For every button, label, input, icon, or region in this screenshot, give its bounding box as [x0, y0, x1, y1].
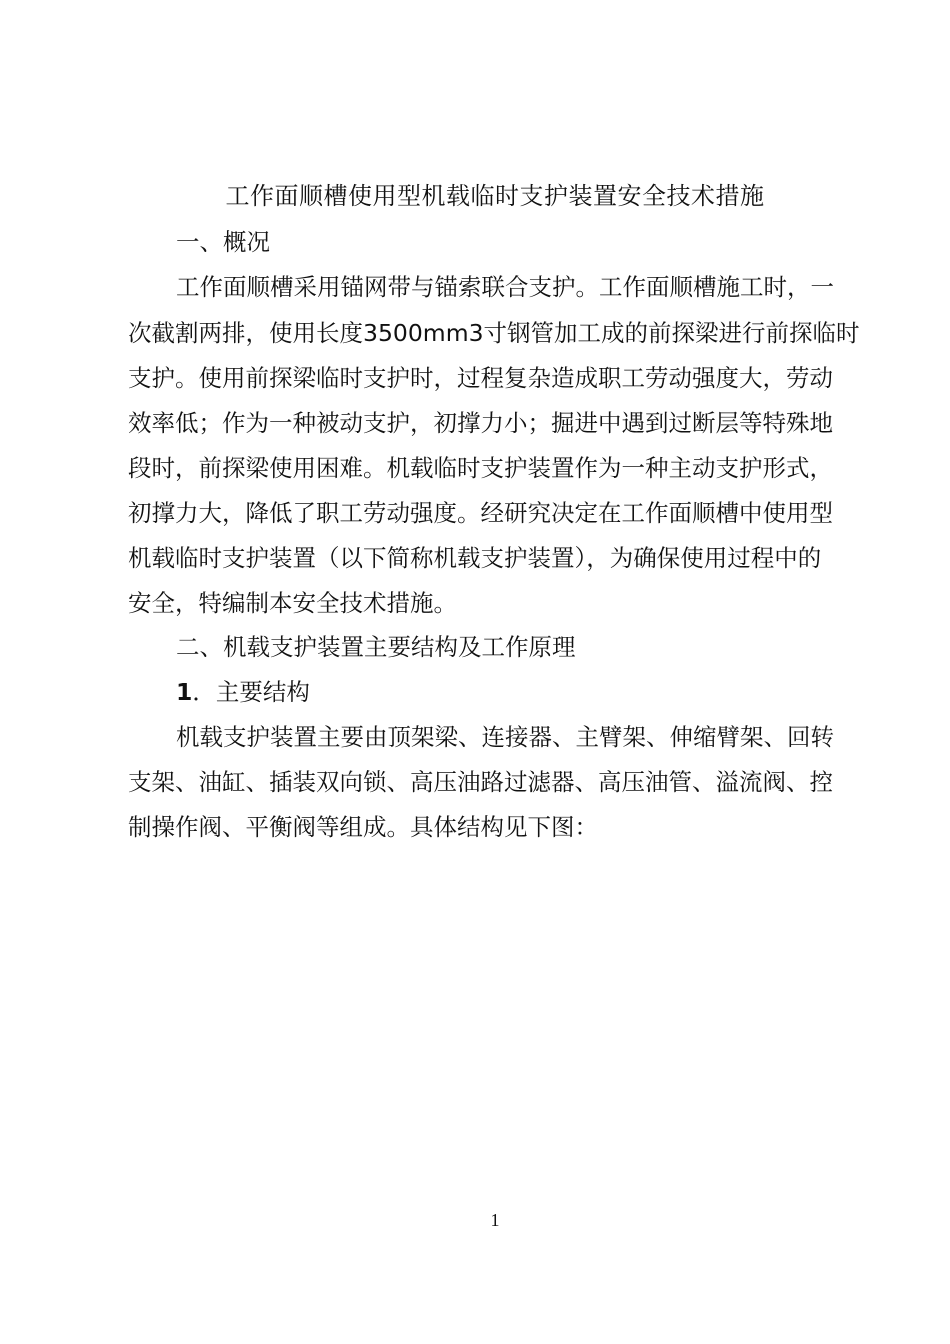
paragraph-line: 机载支护装置主要由顶架梁、连接器、主臂架、伸缩臂架、回转	[176, 723, 834, 751]
text-run-dimension: 3500mm3	[363, 319, 484, 347]
paragraph-line: 机载临时支护装置（以下简称机载支护装置），为确保使用过程中的	[128, 544, 822, 572]
paragraph-line: 安全，特编制本安全技术措施。	[128, 589, 457, 617]
paragraph-line	[128, 313, 860, 353]
document-title: 工作面顺槽使用型机载临时支护装置安全技术措施	[225, 182, 765, 210]
section-heading-structure: 二、机载支护装置主要结构及工作原理	[176, 633, 576, 661]
paragraph-line: 支护。使用前探梁临时支护时，过程复杂造成职工劳动强度大，劳动	[128, 364, 833, 392]
paragraph-line: 支架、油缸、插装双向锁、高压油路过滤器、高压油管、溢流阀、控	[128, 768, 833, 796]
text-run: 次截割两排，使用长度	[128, 319, 363, 347]
paragraph-line: 初撑力大，降低了职工劳动强度。经研究决定在工作面顺槽中使用型	[128, 499, 833, 527]
subsection-title: 主要结构	[215, 678, 310, 706]
section-heading-overview: 一、概况	[176, 228, 270, 256]
paragraph-line: 工作面顺槽采用锚网带与锚索联合支护。工作面顺槽施工时，一	[176, 273, 834, 301]
paragraph-line: 制操作阀、平衡阀等组成。具体结构见下图：	[128, 813, 598, 841]
text-run: 寸钢管加工成的前探梁进行前探临时	[483, 319, 860, 347]
paragraph-line: 段时，前探梁使用困难。机载临时支护装置作为一种主动支护形式，	[128, 454, 833, 482]
paragraph-line: 效率低；作为一种被动支护，初撑力小；掘进中遇到过断层等特殊地	[128, 409, 833, 437]
page-number: 1	[490, 1210, 500, 1230]
subsection-number: 1	[176, 678, 193, 706]
subsection-separator: ．	[192, 678, 216, 706]
subsection-heading	[176, 672, 310, 712]
